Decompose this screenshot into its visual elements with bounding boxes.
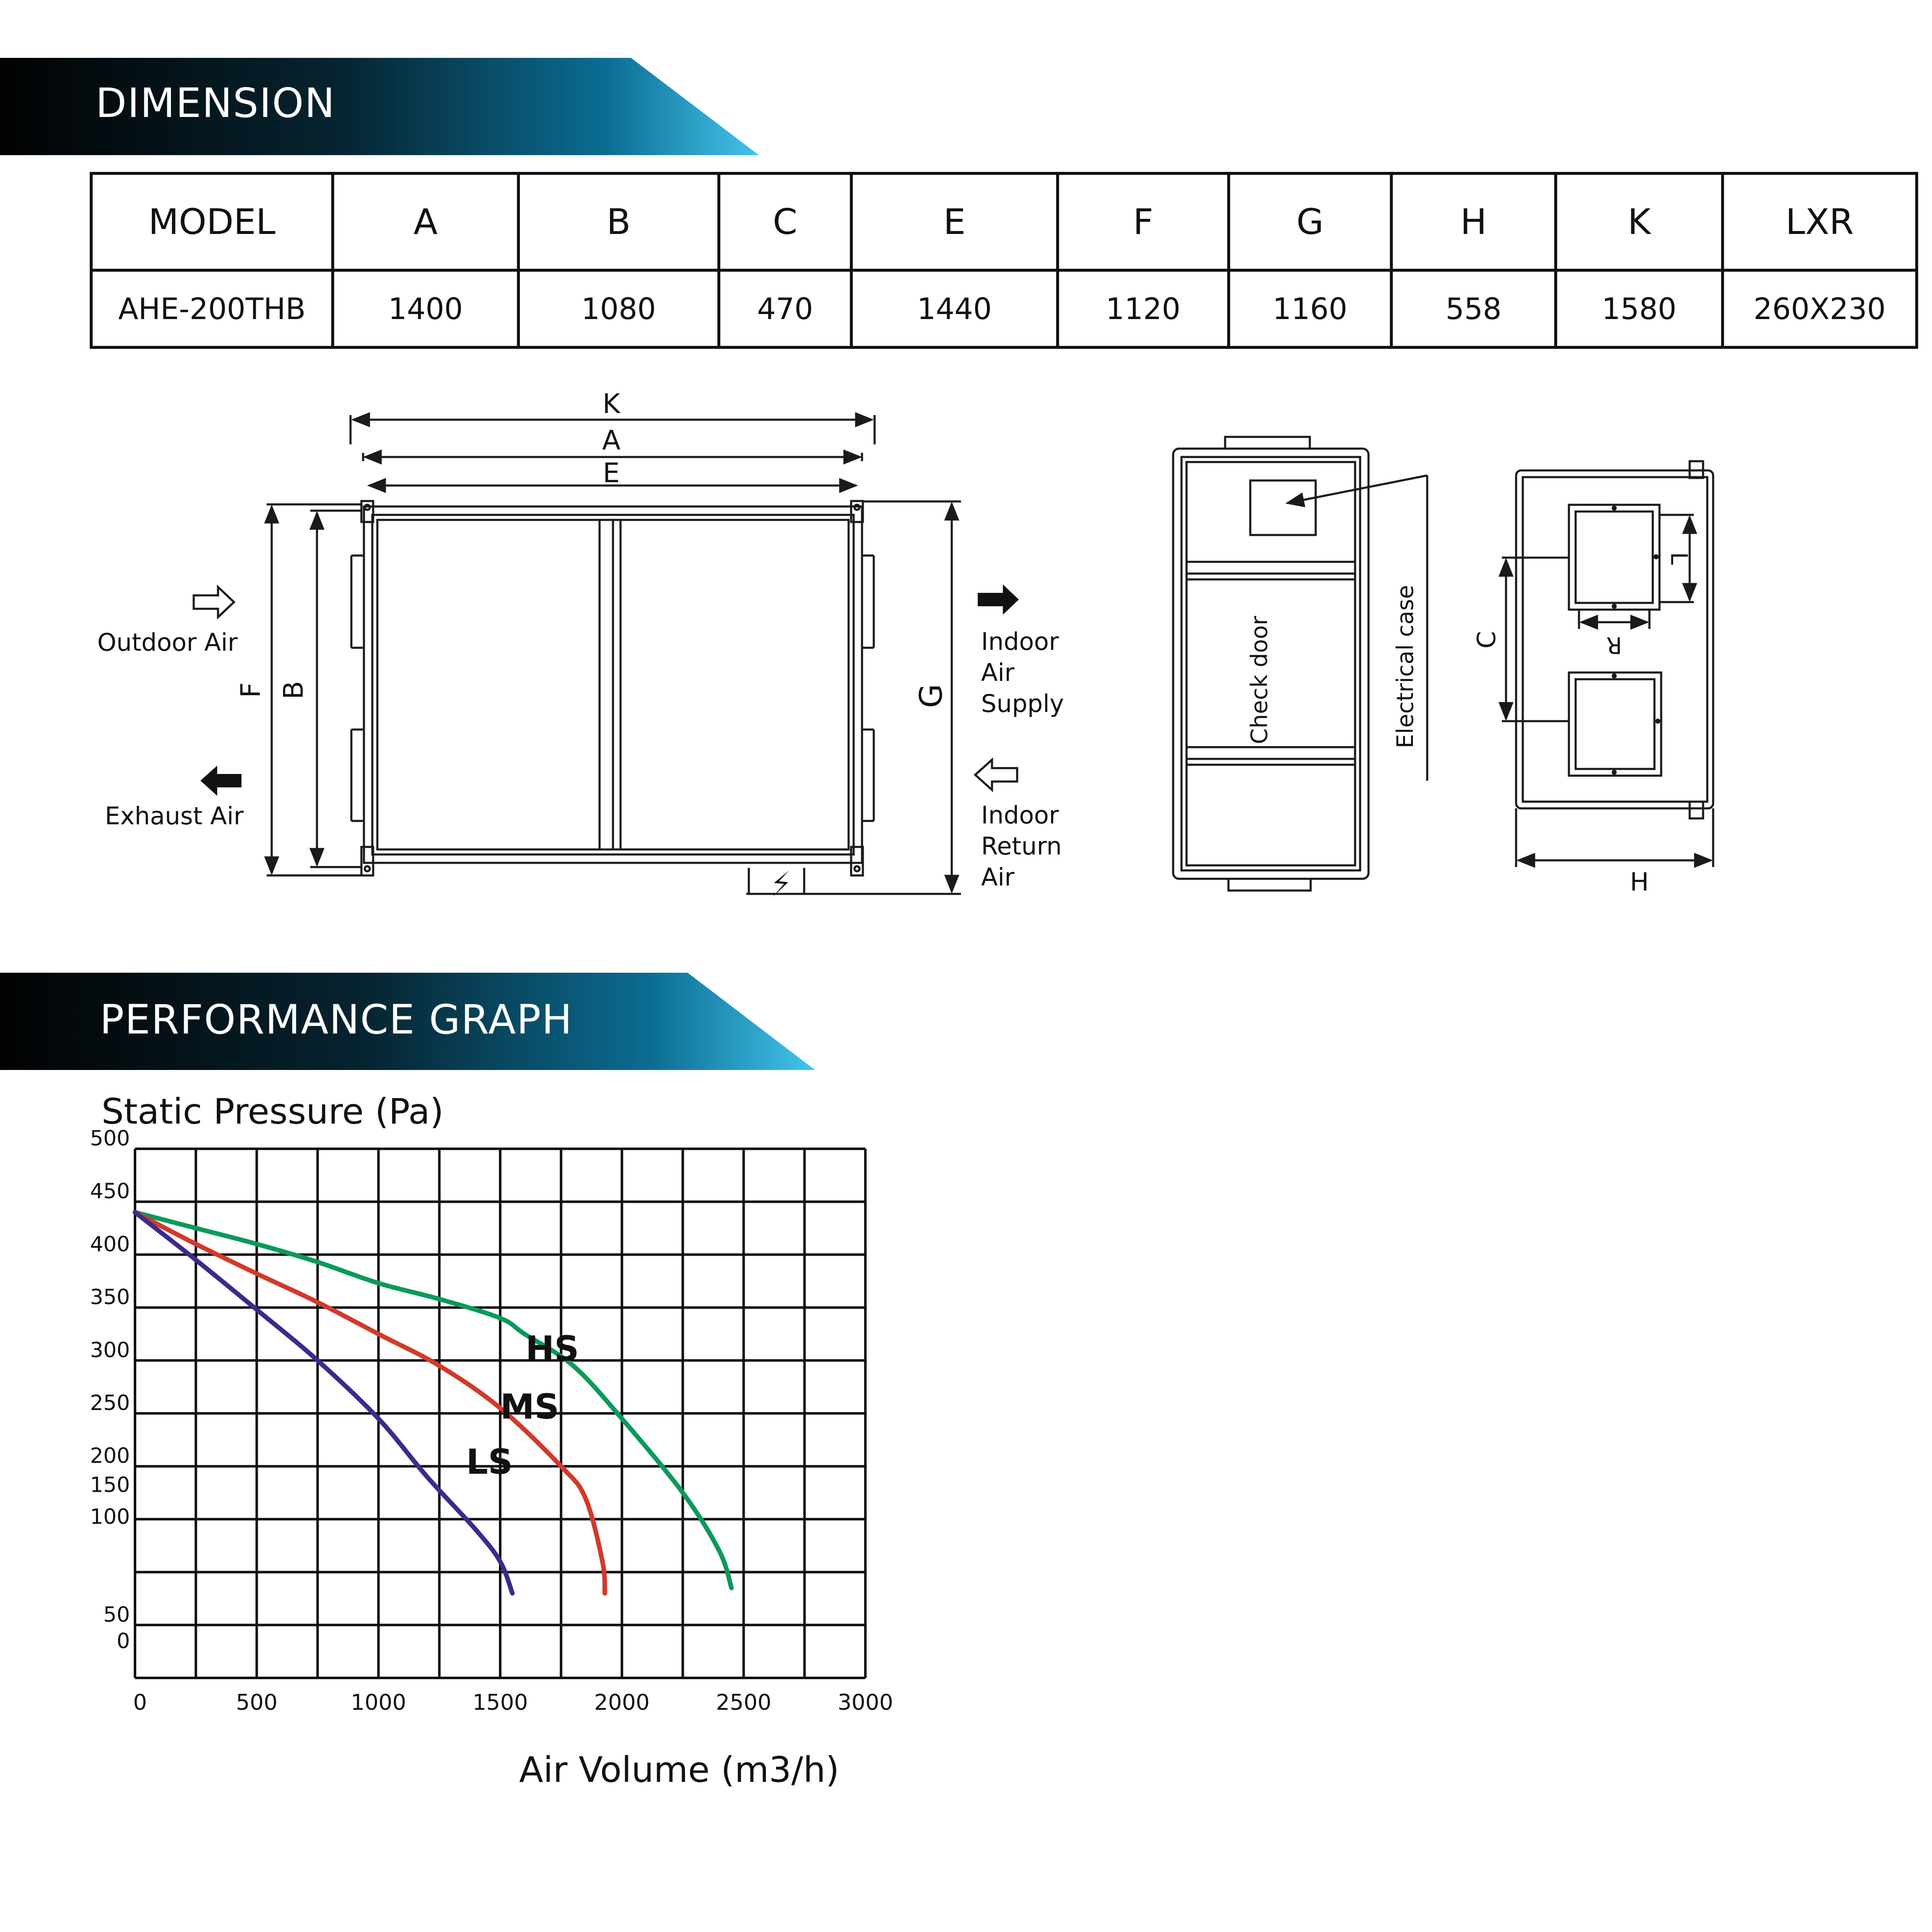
indoor-supply-line3: Supply	[981, 689, 1064, 718]
header-b: B	[519, 174, 719, 270]
indoor-return-line3: Air	[981, 863, 1015, 891]
header-lxr: LXR	[1723, 174, 1917, 270]
cell-h: 558	[1392, 270, 1556, 348]
x-tick-label: 3000	[837, 1690, 893, 1715]
header-f: F	[1058, 174, 1229, 270]
exhaust-air-label: Exhaust Air	[105, 802, 244, 830]
chart-xlabel: Air Volume (m3/h)	[519, 1749, 839, 1790]
cell-c: 470	[719, 270, 852, 348]
dim-e-label: E	[602, 458, 620, 489]
series-label-ms: MS	[500, 1387, 559, 1427]
chart-series	[135, 1212, 732, 1593]
indoor-return-line1: Indoor	[981, 801, 1059, 829]
indoor-return-line2: Return	[981, 832, 1062, 860]
cell-g: 1160	[1229, 270, 1392, 348]
check-door-label: Check door	[1246, 616, 1272, 744]
dim-f-label: F	[236, 682, 267, 698]
header-k: K	[1556, 174, 1723, 270]
y-tick-label: 0	[117, 1628, 130, 1653]
x-tick-label: 1000	[351, 1690, 406, 1715]
outdoor-air-label: Outdoor Air	[97, 628, 238, 657]
x-tick-label: 0	[133, 1690, 147, 1715]
series-line-ls	[135, 1212, 512, 1593]
y-tick-label: 350	[90, 1285, 130, 1309]
indoor-supply-line1: Indoor	[981, 627, 1059, 656]
dim-h-label: H	[1630, 867, 1649, 897]
header-h: H	[1392, 174, 1556, 270]
dimension-title: DIMENSION	[96, 80, 336, 127]
dim-b-label: B	[278, 681, 309, 699]
series-label-hs: HS	[525, 1329, 579, 1369]
chart-x-ticks	[133, 1690, 893, 1715]
y-tick-label: 200	[90, 1444, 130, 1468]
cell-lxr: 260X230	[1723, 270, 1917, 348]
cell-b: 1080	[519, 270, 719, 348]
chart-ylabel: Static Pressure (Pa)	[101, 1091, 444, 1132]
indoor-supply-line2: Air	[981, 658, 1015, 687]
dim-l-label: L	[1666, 552, 1692, 565]
x-tick-label: 2000	[594, 1690, 650, 1715]
y-tick-label: 150	[90, 1472, 130, 1497]
y-tick-label: 250	[90, 1391, 130, 1415]
x-tick-label: 1500	[472, 1690, 528, 1715]
cell-f: 1120	[1058, 270, 1229, 348]
dim-a-label: A	[602, 425, 621, 456]
dim-r-label: R	[1606, 632, 1622, 658]
dim-g-label: G	[913, 684, 949, 708]
cell-a: 1400	[333, 270, 519, 348]
y-tick-label: 300	[90, 1337, 130, 1362]
dim-k-label: K	[602, 389, 620, 420]
chart-y-ticks	[90, 1126, 130, 1653]
y-tick-label: 500	[90, 1126, 130, 1150]
y-tick-label: 50	[103, 1602, 130, 1627]
x-tick-label: 500	[236, 1690, 278, 1715]
cell-k: 1580	[1556, 270, 1723, 348]
header-e: E	[852, 174, 1058, 270]
header-model: MODEL	[91, 174, 333, 270]
cell-e: 1440	[852, 270, 1058, 348]
cell-model: AHE-200THB	[91, 270, 333, 348]
header-g: G	[1229, 174, 1392, 270]
y-tick-label: 100	[90, 1504, 130, 1529]
header-a: A	[333, 174, 519, 270]
series-label-ls: LS	[466, 1442, 513, 1482]
header-c: C	[719, 174, 852, 270]
series-line-hs	[135, 1212, 732, 1588]
dim-c-label: C	[1472, 631, 1501, 649]
x-tick-label: 2500	[716, 1690, 771, 1715]
y-tick-label: 400	[90, 1232, 130, 1257]
electrical-case-label: Electrical case	[1392, 585, 1418, 748]
performance-title: PERFORMANCE GRAPH	[100, 996, 573, 1043]
y-tick-label: 450	[90, 1179, 130, 1204]
